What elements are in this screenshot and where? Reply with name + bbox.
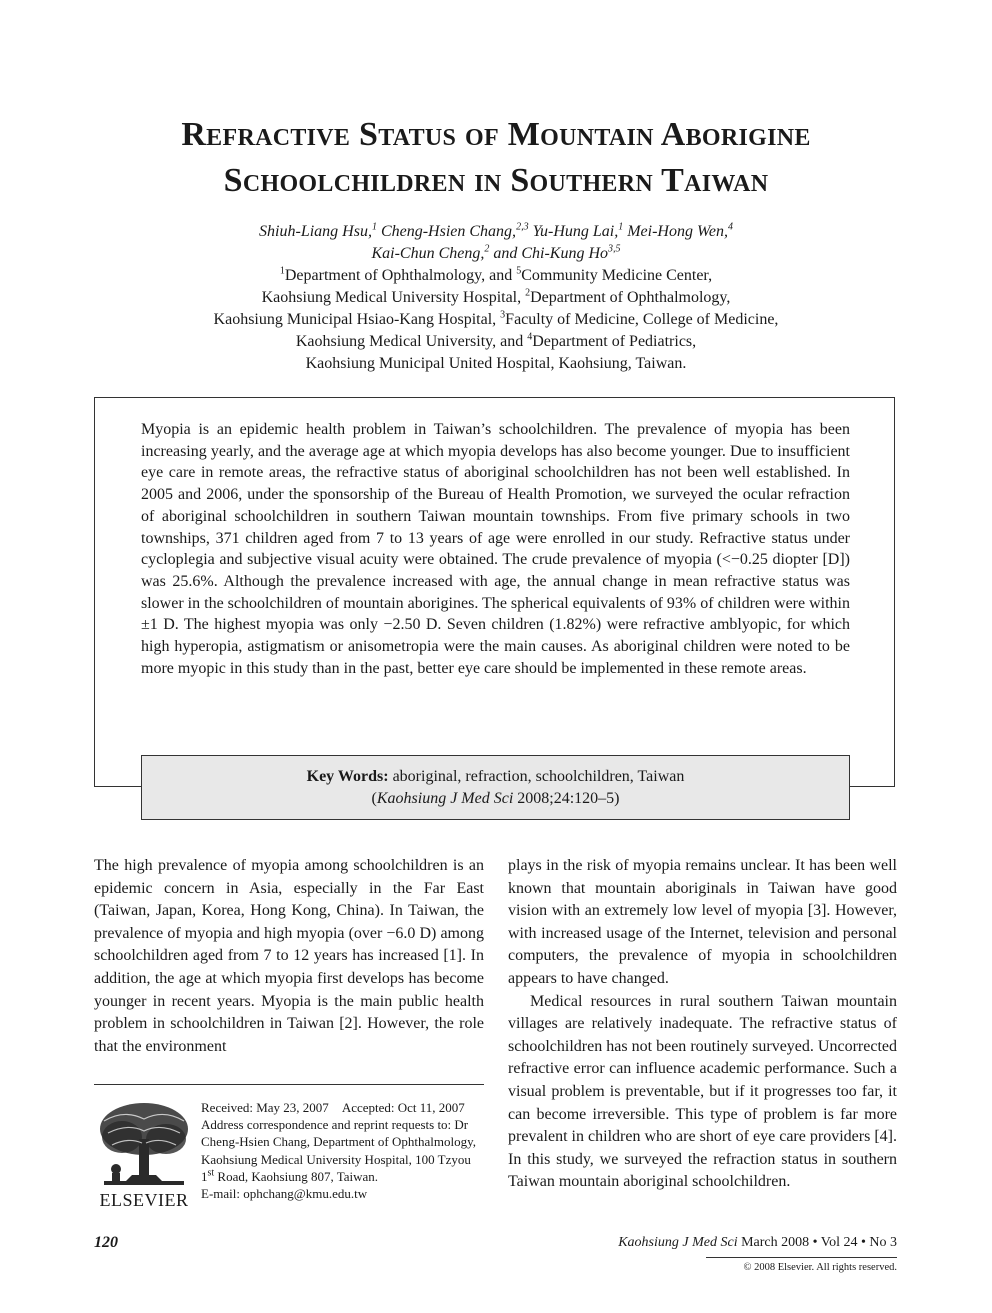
affil-text: Department of Ophthalmology, and (284, 267, 517, 284)
affil-text: Kaohsiung Medical University, and (295, 333, 528, 350)
body-column-left (94, 855, 484, 1058)
affil-text: Department of Pediatrics, (532, 333, 697, 350)
article-title (0, 112, 992, 204)
keywords-box (141, 755, 850, 820)
author: and Chi-Kung Ho (489, 245, 609, 262)
address-text-end: Road, Kaohsiung 807, Taiwan. (214, 1168, 379, 1184)
abstract-text: Myopia is an epidemic health problem in Taiwan’s schoolchildren. The prevalence of myopia has been increasing yearly, and the average age at which myopia develops has also become younger. Due to insufficient eye care in remote areas, the refractive status of aboriginal schoolchildren has not been well established. In 2005 and 2006, under the sponsorship of the Bureau of Health Promotion, we surveyed the ocular refraction of aboriginal schoolchildren in southern Taiwan mountain townships. From five primary schools in two townships, 371 children aged from 7 to 13 years of age were enrolled in our study. Refractive status under cycloplegia and subjective visual acuity were obtained. The crude prevalence of myopia (<−0.25 diopter [D]) was 25.6%. Although the prevalence increased with age, the annual change in mean refractive status was slower in the schoolchildren of mountain aborigines. The spherical equivalents of 93% of children were within ±1 D. The highest myopia was only −2.50 D. Seven children (1.82%) were refractive amblyopic, for which high hyperopia, astigmatism or anisometropia were the main causes. As aboriginal children were noted to be more myopic in this study than in the past, better eye care should be implemented in these remote areas. (141, 421, 850, 677)
keywords-label: Key Words: (306, 768, 389, 785)
author-affil-mark: 2,3 (516, 221, 529, 233)
affil-text: Kaohsiung Municipal Hsiao-Kang Hospital, (213, 311, 501, 328)
citation (142, 788, 849, 810)
affil-mark: 2 (525, 287, 531, 299)
author-affil-mark: 3,5 (608, 243, 621, 255)
affiliations (0, 265, 992, 375)
copyright: © 2008 Elsevier. All rights reserved. (743, 1262, 897, 1273)
title-line-1: Refractive Status of Mountain Aborigine (181, 116, 811, 153)
correspondence-address (201, 1116, 486, 1185)
email[interactable]: E-mail: ophchang@kmu.edu.tw (201, 1186, 368, 1202)
title-line-2: Schoolchildren in Southern Taiwan (223, 162, 769, 199)
affil-mark: 4 (527, 331, 533, 343)
body-column-right (508, 855, 897, 1194)
body-paragraph: plays in the risk of myopia remains unclear. It has been well known that mountain aboriginals in Taiwan have good vision with an extremely low level of myopia [3]. However, with increased usage of the Internet, television and personal computers, the prevalence of myopia in schoolchildren appears to have changed. (508, 857, 897, 987)
affil-mark: 1 (279, 265, 285, 277)
footnote-divider (94, 1084, 484, 1085)
footer-divider (706, 1257, 897, 1258)
author-affil-mark: 1 (618, 221, 624, 233)
affil-text: Kaohsiung Medical University Hospital, (261, 289, 526, 306)
affil-mark: 5 (516, 265, 522, 277)
author: Mei-Hong Wen, (623, 223, 728, 240)
citation-details: 2008;24:120–5) (513, 790, 620, 807)
address-sup: st (207, 1167, 215, 1179)
affil-text: Community Medicine Center, (521, 267, 713, 284)
received-date: Received: May 23, 2007 (201, 1100, 329, 1115)
affil-mark: 3 (500, 309, 506, 321)
body-paragraph: The high prevalence of myopia among schoolchildren is an epidemic concern in Asia, especially in the Far East (Taiwan, Japan, Korea, Hong Kong, China). In Taiwan, the prevalence of myopia and high myopia (over −6.0 D) among schoolchildren aged from 7 to 12 years has increased [1]. In addition, the age at which myopia first develops has become younger in recent years. Myopia is the main public health problem in schoolchildren in Taiwan [2]. However, the role that the environment (94, 857, 484, 1055)
publisher-name: ELSEVIER (99, 1190, 189, 1210)
journal-issue: March 2008 • Vol 24 • No 3 (737, 1235, 897, 1250)
author: Yu-Hung Lai, (528, 223, 619, 240)
citation-journal: Kaohsiung J Med Sci (376, 790, 514, 807)
keywords-text: aboriginal, refraction, schoolchildren, Taiwan (388, 768, 685, 785)
address-text: Address correspondence and reprint requests to: Dr Cheng-Hsien Chang, Department of Ophthalmology, Kaohsiung Medical University Hospital, 100 Tzyou 1 (201, 1117, 476, 1184)
author: Cheng-Hsien Chang, (376, 223, 517, 240)
body-paragraph: Medical resources in rural southern Taiwan mountain villages are relatively inadequate. The refractive status of schoolchildren has not been routinely surveyed. Uncorrected refractive error can influence academic performance. Such a visual problem is preventable, but if it progresses too far, it can become irreversible. This type of problem is far more prevalent in children who are short of eye care providers [4]. In this study, we surveyed the refraction status in southern Taiwan mountain aboriginal schoolchildren. (508, 992, 897, 1191)
journal-info (618, 1235, 897, 1251)
page-number: 120 (94, 1234, 118, 1251)
author-affil-mark: 1 (371, 221, 377, 233)
author: Shiuh-Liang Hsu, (259, 223, 372, 240)
affil-text: Kaohsiung Municipal United Hospital, Kaohsiung, Taiwan. (305, 355, 687, 372)
citation-open: ( (371, 790, 377, 807)
footnote (201, 1099, 486, 1202)
journal-name: Kaohsiung J Med Sci (618, 1235, 738, 1250)
author: Kai-Chun Cheng, (371, 245, 485, 262)
author-list (0, 221, 992, 265)
affil-text: Faculty of Medicine, College of Medicine, (505, 311, 779, 328)
author-affil-mark: 4 (727, 221, 733, 233)
accepted-date: Accepted: Oct 11, 2007 (341, 1100, 465, 1115)
author-affil-mark: 2 (484, 243, 490, 255)
affil-text: Department of Ophthalmology, (530, 289, 731, 306)
